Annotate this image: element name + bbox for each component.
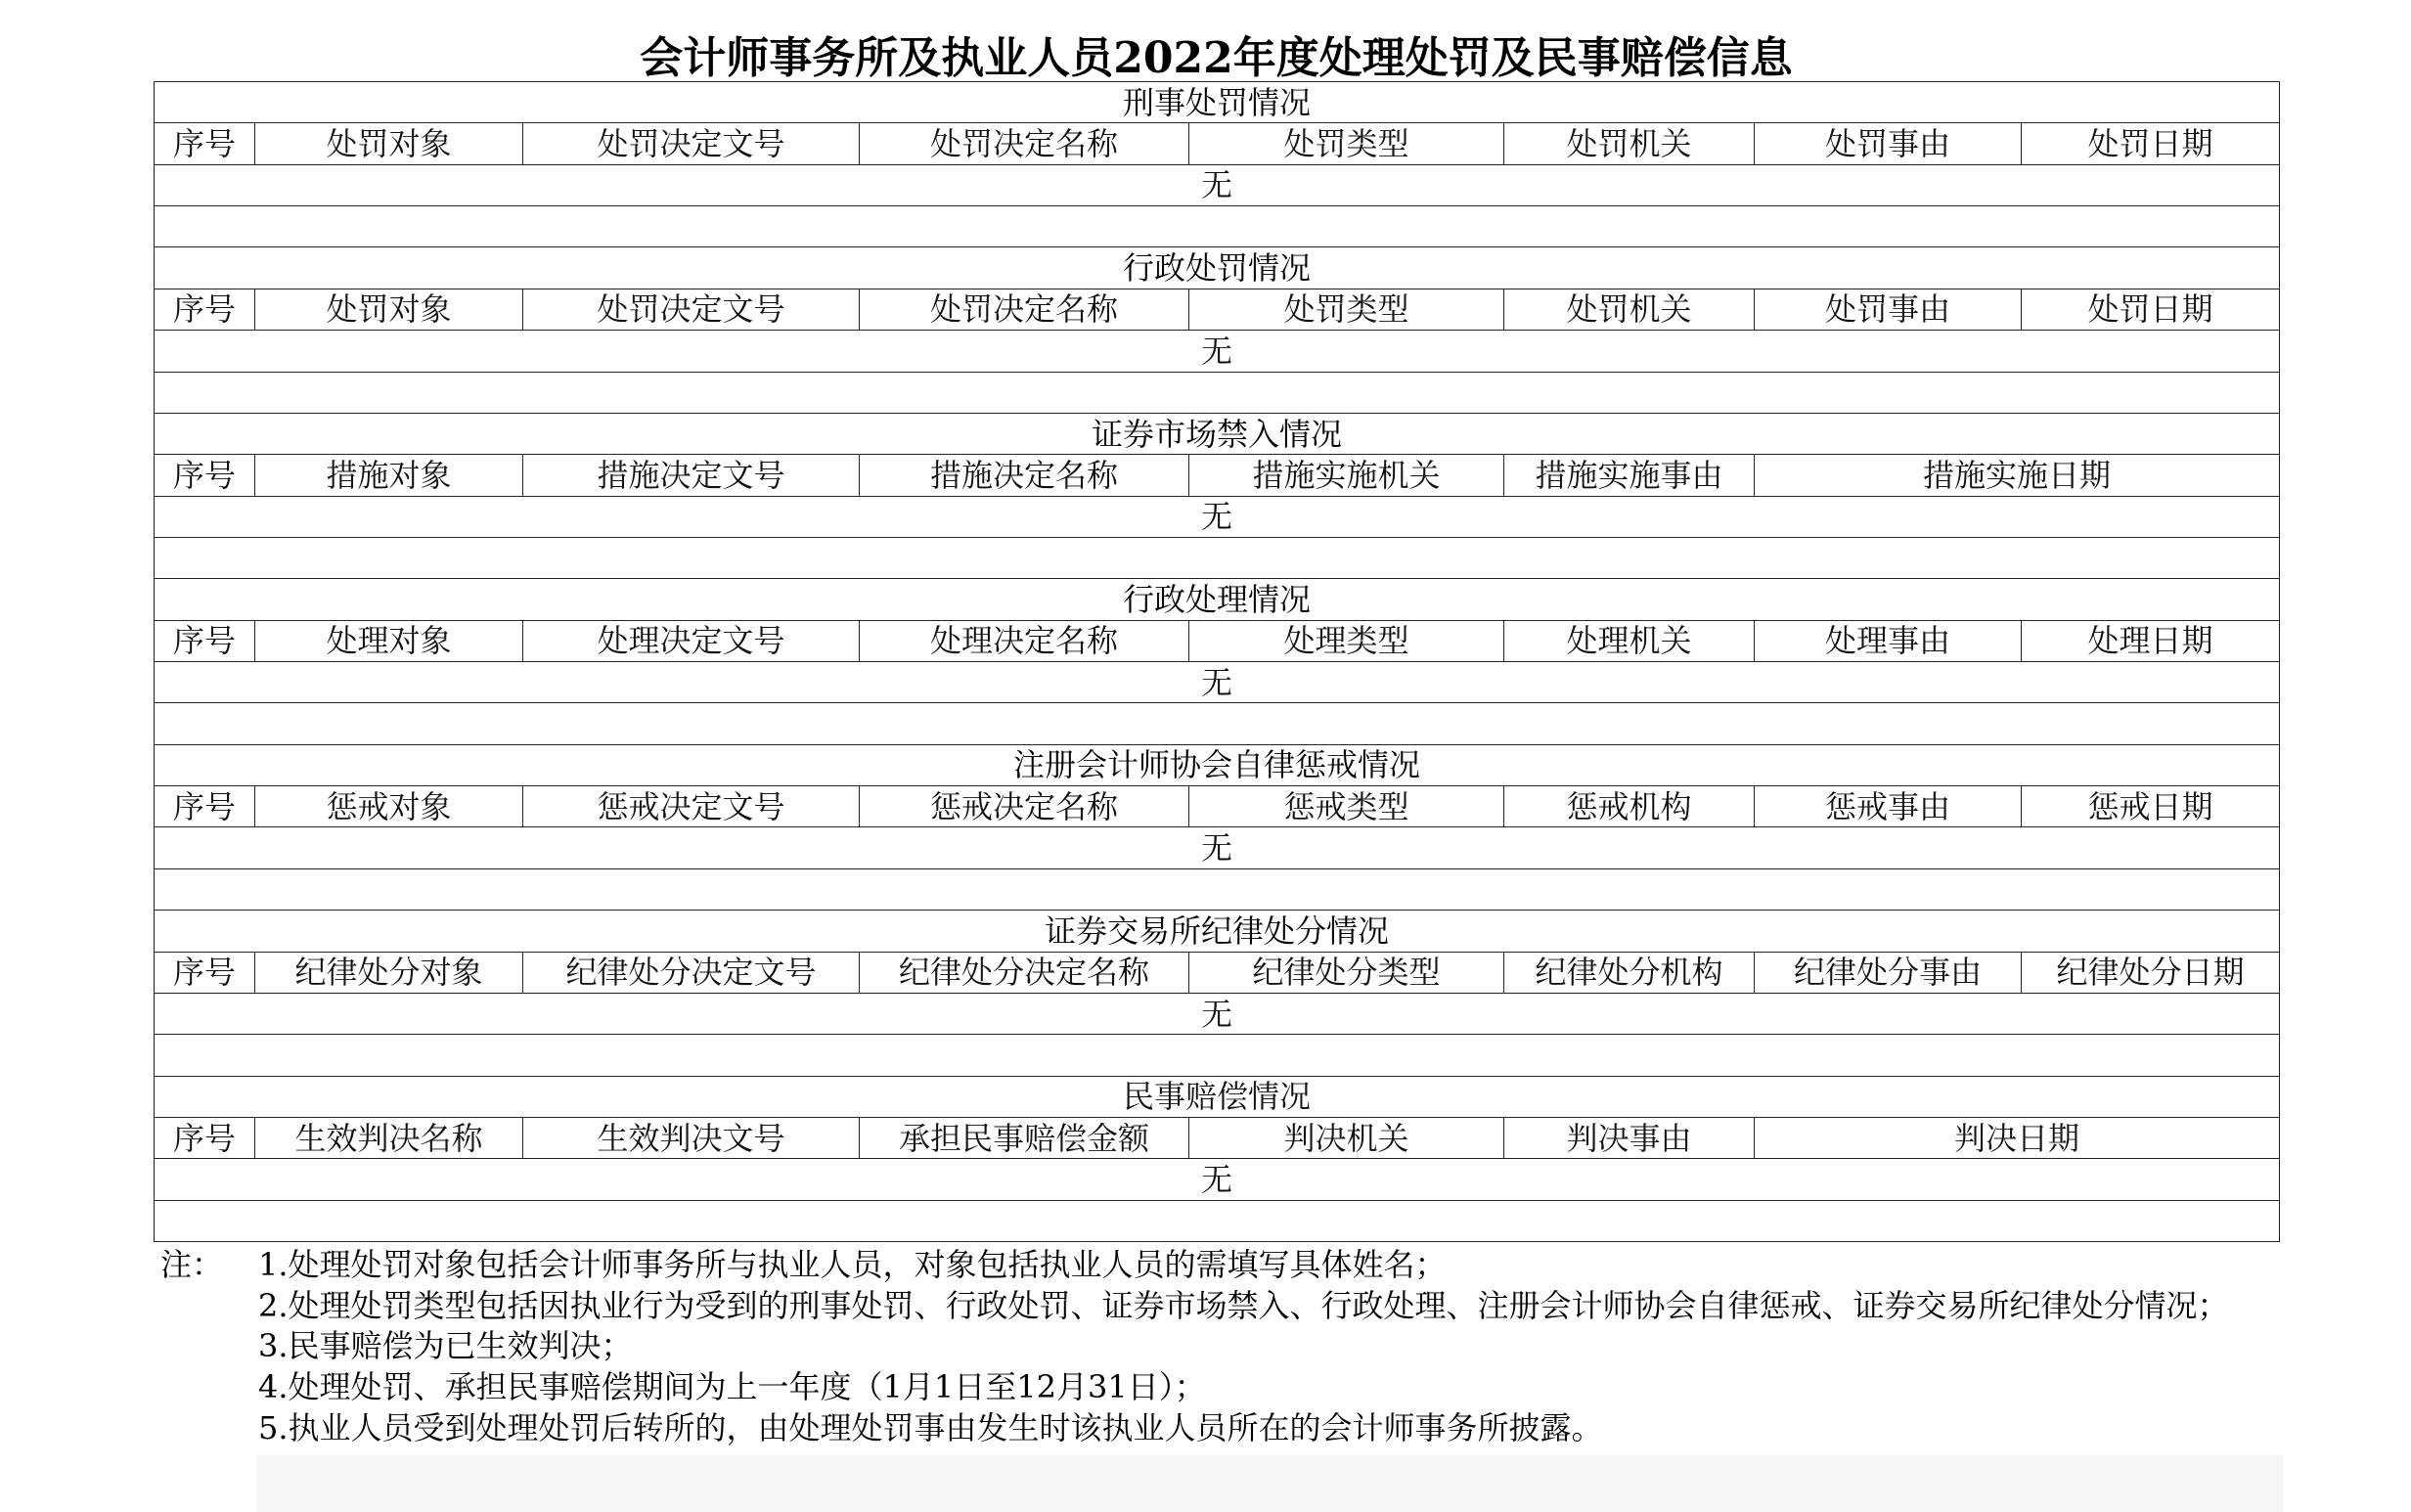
- column-header: 处罚决定文号: [523, 123, 860, 164]
- column-header: 序号: [155, 289, 255, 330]
- blank-row: [155, 1035, 2280, 1076]
- column-header: 惩戒类型: [1189, 786, 1504, 827]
- securities-market-ban-heading: 证券市场禁入情况: [155, 413, 2280, 454]
- blank-cell: [155, 868, 2280, 910]
- no-record-cell: 无: [155, 827, 2280, 868]
- blank-cell: [155, 1200, 2280, 1241]
- column-header: 生效判决名称: [255, 1117, 523, 1158]
- column-header: 纪律处分决定名称: [860, 952, 1189, 993]
- column-header: 措施决定名称: [860, 455, 1189, 496]
- column-header: 纪律处分类型: [1189, 952, 1504, 993]
- cpa-association-discipline-heading: 注册会计师协会自律惩戒情况: [155, 744, 2280, 785]
- column-header: 处罚事由: [1755, 289, 2022, 330]
- exchange-disciplinary-heading: 证券交易所纪律处分情况: [155, 911, 2280, 952]
- column-header: 处罚决定文号: [523, 289, 860, 330]
- notes-list: [258, 1245, 2229, 1449]
- note-item: 2.处理处罚类型包括因执业行为受到的刑事处罚、行政处罚、证券市场禁入、行政处理、注册会计师协会自律惩戒、证券交易所纪律处分情况；: [258, 1286, 2229, 1324]
- criminal-penalty-heading: 刑事处罚情况: [155, 82, 2280, 123]
- column-header: 措施实施事由: [1504, 455, 1755, 496]
- column-header: 判决日期: [1755, 1117, 2280, 1158]
- blank-cell: [155, 703, 2280, 744]
- column-header: 处罚日期: [2022, 123, 2280, 164]
- no-record-cell: 无: [155, 496, 2280, 537]
- column-header: 判决机关: [1189, 1117, 1504, 1158]
- column-header: 处罚类型: [1189, 289, 1504, 330]
- note-item: 1.处理处罚对象包括会计师事务所与执业人员，对象包括执业人员的需填写具体姓名；: [258, 1246, 1447, 1283]
- no-record-cell: 无: [155, 1159, 2280, 1200]
- blank-cell: [155, 206, 2280, 247]
- column-header: 纪律处分机构: [1504, 952, 1755, 993]
- section-heading-row: [155, 82, 2280, 123]
- note-item: 3.民事赔偿为已生效判决；: [258, 1327, 633, 1365]
- no-record-cell: 无: [155, 993, 2280, 1034]
- column-header: 惩戒对象: [255, 786, 523, 827]
- column-header-row: [155, 952, 2280, 993]
- blank-cell: [155, 537, 2280, 578]
- blank-row: [155, 372, 2280, 413]
- section-heading-row: [155, 1076, 2280, 1117]
- record-row: [155, 164, 2280, 205]
- notes-label: 注：: [160, 1246, 224, 1283]
- note-item: 4.处理处罚、承担民事赔偿期间为上一年度（1月1日至12月31日）；: [258, 1368, 1206, 1406]
- column-header: 处理决定名称: [860, 620, 1189, 661]
- section-heading-row: [155, 413, 2280, 454]
- column-header: 处理事由: [1755, 620, 2022, 661]
- column-header: 生效判决文号: [523, 1117, 860, 1158]
- column-header: 序号: [155, 455, 255, 496]
- column-header: 处理机关: [1504, 620, 1755, 661]
- record-row: [155, 331, 2280, 372]
- blank-row: [155, 868, 2280, 910]
- column-header: 措施决定文号: [523, 455, 860, 496]
- blank-row: [155, 703, 2280, 744]
- column-header: 处罚对象: [255, 289, 523, 330]
- blank-row: [155, 206, 2280, 247]
- column-header-row: [155, 620, 2280, 661]
- column-header: 序号: [155, 786, 255, 827]
- record-row: [155, 827, 2280, 868]
- column-header: 序号: [155, 1117, 255, 1158]
- blank-cell: [155, 1035, 2280, 1076]
- note-item: 5.执业人员受到处理处罚后转所的，由处理处罚事由发生时该执业人员所在的会计师事务所披露。: [258, 1408, 1603, 1446]
- bottom-shade: [256, 1455, 2283, 1512]
- record-row: [155, 993, 2280, 1034]
- column-header: 处罚机关: [1504, 123, 1755, 164]
- column-header: 措施实施机关: [1189, 455, 1504, 496]
- section-heading-row: [155, 744, 2280, 785]
- record-row: [155, 662, 2280, 703]
- document-title: 会计师事务所及执业人员2022年度处理处罚及民事赔偿信息: [640, 33, 1793, 83]
- administrative-handling-heading: 行政处理情况: [155, 579, 2280, 620]
- column-header: 惩戒事由: [1755, 786, 2022, 827]
- column-header-row: [155, 786, 2280, 827]
- column-header: 处罚决定名称: [860, 123, 1189, 164]
- column-header: 纪律处分事由: [1755, 952, 2022, 993]
- section-heading-row: [155, 247, 2280, 289]
- column-header: 处罚机关: [1504, 289, 1755, 330]
- column-header: 纪律处分日期: [2022, 952, 2280, 993]
- column-header: 惩戒决定名称: [860, 786, 1189, 827]
- column-header: 纪律处分决定文号: [523, 952, 860, 993]
- column-header: 处罚事由: [1755, 123, 2022, 164]
- section-heading-row: [155, 911, 2280, 952]
- column-header-row: [155, 123, 2280, 164]
- blank-row: [155, 537, 2280, 578]
- column-header: 措施对象: [255, 455, 523, 496]
- column-header-row: [155, 1117, 2280, 1158]
- column-header: 处理对象: [255, 620, 523, 661]
- column-header: 处理类型: [1189, 620, 1504, 661]
- column-header-row: [155, 455, 2280, 496]
- civil-compensation-heading: 民事赔偿情况: [155, 1076, 2280, 1117]
- column-header: 序号: [155, 952, 255, 993]
- record-row: [155, 496, 2280, 537]
- column-header: 序号: [155, 123, 255, 164]
- column-header: 措施实施日期: [1755, 455, 2280, 496]
- column-header: 承担民事赔偿金额: [860, 1117, 1189, 1158]
- blank-cell: [155, 372, 2280, 413]
- section-heading-row: [155, 579, 2280, 620]
- column-header: 处理决定文号: [523, 620, 860, 661]
- column-header-row: [155, 289, 2280, 330]
- penalty-info-table: [154, 81, 2280, 1242]
- no-record-cell: 无: [155, 662, 2280, 703]
- column-header: 处罚日期: [2022, 289, 2280, 330]
- column-header: 序号: [155, 620, 255, 661]
- column-header: 判决事由: [1504, 1117, 1755, 1158]
- blank-row: [155, 1200, 2280, 1241]
- administrative-penalty-heading: 行政处罚情况: [155, 247, 2280, 289]
- column-header: 惩戒日期: [2022, 786, 2280, 827]
- column-header: 处理日期: [2022, 620, 2280, 661]
- no-record-cell: 无: [155, 331, 2280, 372]
- column-header: 处罚类型: [1189, 123, 1504, 164]
- column-header: 处罚对象: [255, 123, 523, 164]
- column-header: 惩戒决定文号: [523, 786, 860, 827]
- record-row: [155, 1159, 2280, 1200]
- column-header: 处罚决定名称: [860, 289, 1189, 330]
- column-header: 惩戒机构: [1504, 786, 1755, 827]
- no-record-cell: 无: [155, 164, 2280, 205]
- column-header: 纪律处分对象: [255, 952, 523, 993]
